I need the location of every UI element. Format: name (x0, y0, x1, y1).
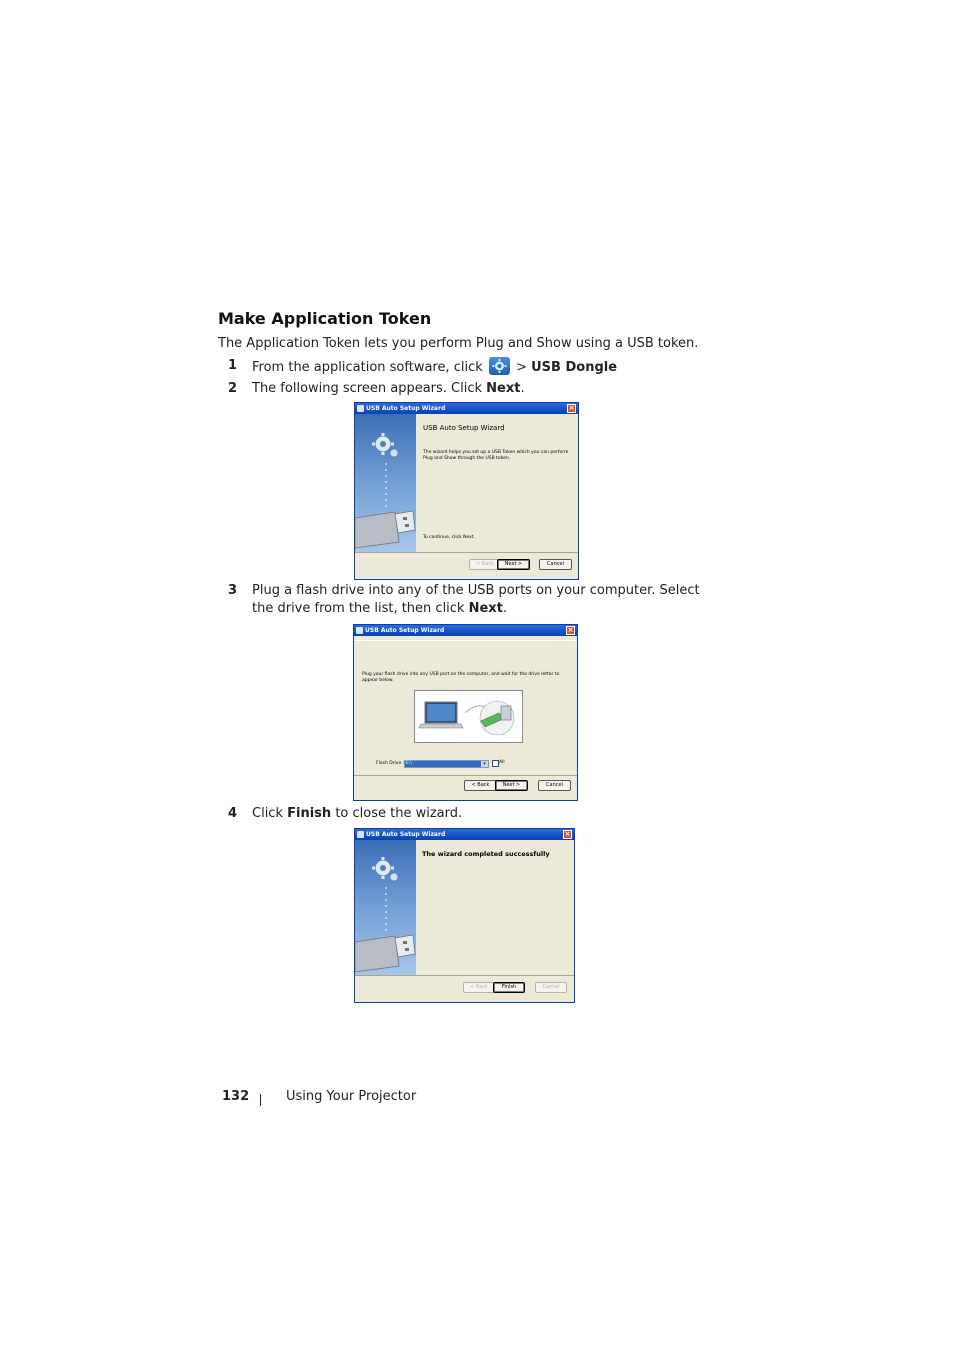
wizard-sidebar-graphic (355, 840, 416, 975)
step-bold-term: Next (468, 601, 503, 616)
step-2: 2 The following screen appears. Click Next. (228, 381, 525, 396)
window-titlebar (355, 829, 574, 840)
flash-drive-select[interactable] (404, 760, 489, 768)
wizard-window-complete (354, 828, 575, 1003)
wizard-heading: USB Auto Setup Wizard (423, 424, 505, 432)
intro-paragraph: The Application Token lets you perform Plug and Show using a USB token. (218, 336, 699, 351)
divider (354, 640, 577, 641)
all-checkbox-label: All (499, 760, 505, 765)
divider (354, 775, 577, 776)
wizard-sidebar-graphic (355, 414, 416, 552)
window-titlebar (354, 625, 577, 636)
close-icon[interactable]: × (567, 626, 574, 634)
next-button[interactable]: Next > (497, 559, 530, 570)
step-number: 4 (228, 806, 238, 821)
footer-section-title: Using Your Projector (286, 1089, 417, 1104)
step-number: 2 (228, 381, 238, 396)
finish-button[interactable]: Finish (493, 982, 525, 993)
cancel-button[interactable]: Cancel (538, 780, 571, 791)
close-icon[interactable]: × (564, 830, 571, 838)
step-separator: > (516, 360, 527, 375)
back-button[interactable]: < Back (469, 559, 501, 570)
step-number: 3 (228, 583, 238, 598)
gear-icon (372, 433, 398, 457)
back-button[interactable]: < Back (463, 982, 495, 993)
wizard-description: The wizard helps you set up a USB Token which you can perform Plug and Show through the USB token. (423, 450, 569, 461)
step-bold-term: Finish (287, 806, 332, 821)
divider (355, 975, 574, 976)
wizard-description: Plug your flash drive into any USB port on the computer, and wait for the drive letter to appear below. (362, 672, 560, 683)
window-app-icon (357, 831, 364, 838)
close-icon[interactable]: × (568, 404, 575, 412)
usb-drive-icon (355, 935, 415, 972)
window-title: USB Auto Setup Wizard (365, 627, 445, 634)
page-title: Make Application Token (218, 309, 432, 328)
step-text: From the application software, click (252, 360, 483, 375)
step-bold-term: USB Dongle (531, 360, 618, 375)
gear-icon (372, 857, 398, 881)
step-1 (228, 357, 728, 377)
divider (355, 552, 578, 553)
flash-drive-label: Flash Drive : (376, 761, 405, 766)
cancel-button[interactable]: Cancel (539, 559, 572, 570)
step-text: Click (252, 806, 283, 821)
step-4: 4 Click Finish to close the wizard. (228, 806, 463, 821)
page-number: 132 (222, 1089, 250, 1104)
wizard-window-welcome (354, 402, 579, 580)
next-button[interactable]: Next > (495, 780, 528, 791)
wizard-window-select-drive (353, 624, 578, 801)
all-checkbox[interactable] (492, 760, 499, 767)
step-text: The following screen appears. Click (252, 381, 483, 396)
usb-drive-icon (355, 511, 415, 548)
cancel-button[interactable]: Cancel (535, 982, 567, 993)
back-button[interactable]: < Back (464, 780, 497, 791)
laptop-icon (419, 702, 463, 728)
step-3: 3 Plug a flash drive into any of the USB ports on your computer. Select the drive from the list, then click Next. (228, 583, 700, 616)
window-title: USB Auto Setup Wizard (366, 405, 446, 412)
wizard-continue-hint: To continue, click Next. (423, 535, 475, 540)
plug-illustration (414, 690, 523, 743)
flash-drive-selected-value: E:\ (405, 761, 482, 767)
step-bold-term: Next (486, 381, 521, 396)
footer-divider (260, 1094, 261, 1106)
window-app-icon (357, 405, 364, 412)
wizard-heading: The wizard completed successfully (422, 850, 550, 858)
window-app-icon (356, 627, 363, 634)
step-text: Plug a flash drive into any of the USB ports on your computer. Select the drive from the list, then click (252, 583, 700, 616)
settings-gear-icon[interactable] (489, 357, 510, 375)
chevron-down-icon[interactable]: ▾ (481, 761, 488, 767)
window-title: USB Auto Setup Wizard (366, 831, 446, 838)
window-titlebar (355, 403, 578, 414)
step-number: 1 (228, 358, 238, 373)
